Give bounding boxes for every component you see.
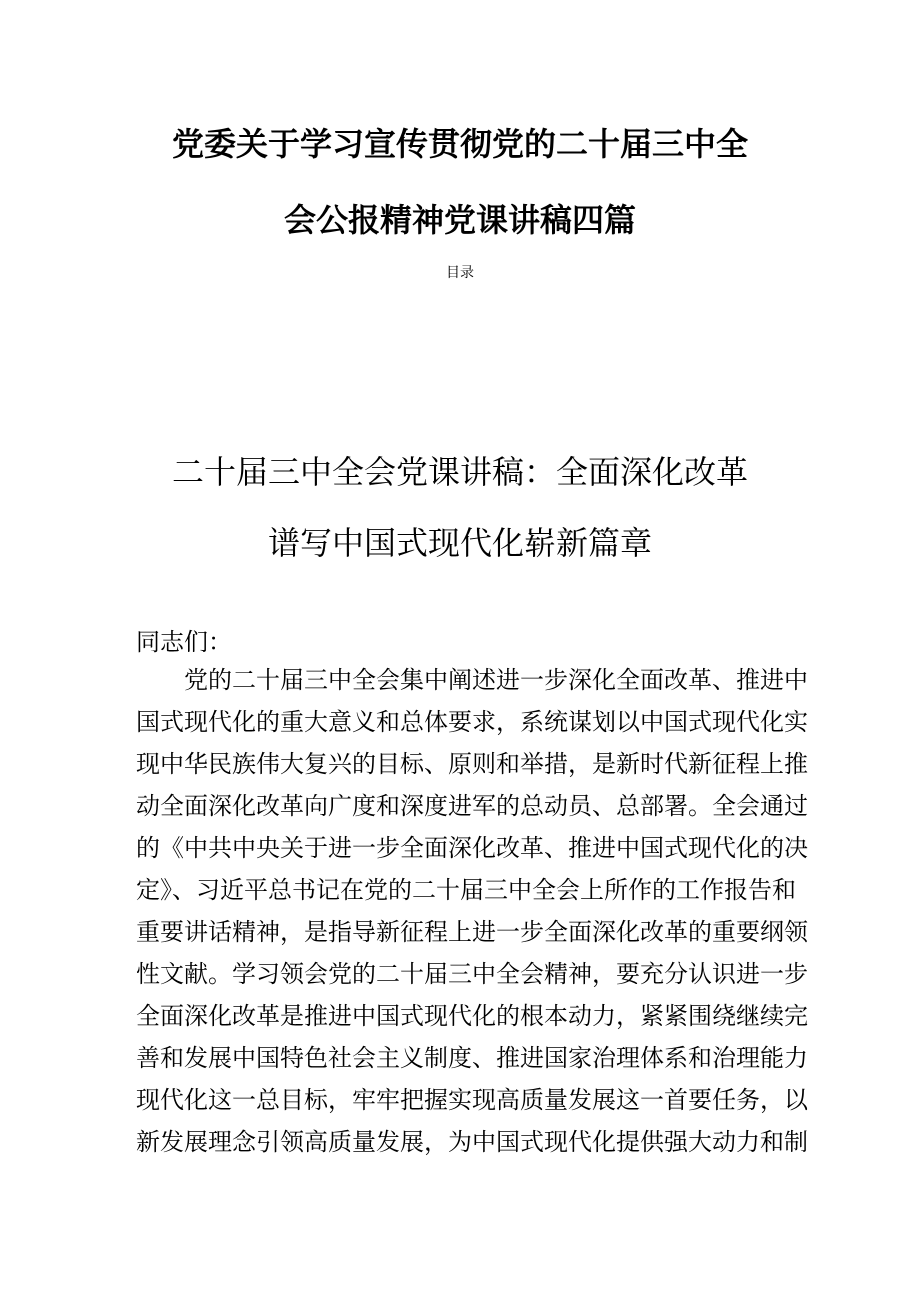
paragraph-line: 重要讲话精神，是指导新征程上进一步全面深化改革的重要纲领 xyxy=(136,918,808,946)
paragraph-line: 定》、习近平总书记在党的二十届三中全会上所作的工作报告和 xyxy=(136,876,796,904)
section-title-line-2: 谱写中国式现代化崭新篇章 xyxy=(267,524,652,562)
main-title-line-1: 党委关于学习宣传贯彻党的二十届三中全 xyxy=(171,125,748,163)
main-title-line-2: 会公报精神党课讲稿四篇 xyxy=(283,201,636,239)
paragraph-line: 动全面深化改革向广度和深度进军的总动员、总部署。全会通过 xyxy=(136,792,808,820)
salutation: 同志们： xyxy=(136,628,232,656)
paragraph-line: 的《中共中央关于进一步全面深化改革、推进中国式现代化的决 xyxy=(136,834,808,862)
paragraph-line: 国式现代化的重大意义和总体要求，系统谋划以中国式现代化实 xyxy=(136,708,808,736)
paragraph-line: 现中华民族伟大复兴的目标、原则和举措，是新时代新征程上推 xyxy=(136,750,808,778)
paragraph-line: 善和发展中国特色社会主义制度、推进国家治理体系和治理能力 xyxy=(136,1044,808,1072)
paragraph-line: 性文献。学习领会党的二十届三中全会精神，要充分认识进一步 xyxy=(136,960,808,988)
paragraph-line: 党的二十届三中全会集中阐述进一步深化全面改革、推进中 xyxy=(184,666,808,694)
table-of-contents-label: 目录 xyxy=(446,265,474,281)
paragraph-line: 现代化这一总目标，牢牢把握实现高质量发展这一首要任务，以 xyxy=(136,1086,808,1114)
paragraph-line: 全面深化改革是推进中国式现代化的根本动力，紧紧围绕继续完 xyxy=(136,1002,808,1030)
paragraph-line: 新发展理念引领高质量发展，为中国式现代化提供强大动力和制 xyxy=(136,1128,808,1156)
section-title-line-1: 二十届三中全会党课讲稿：全面深化改革 xyxy=(171,453,748,491)
